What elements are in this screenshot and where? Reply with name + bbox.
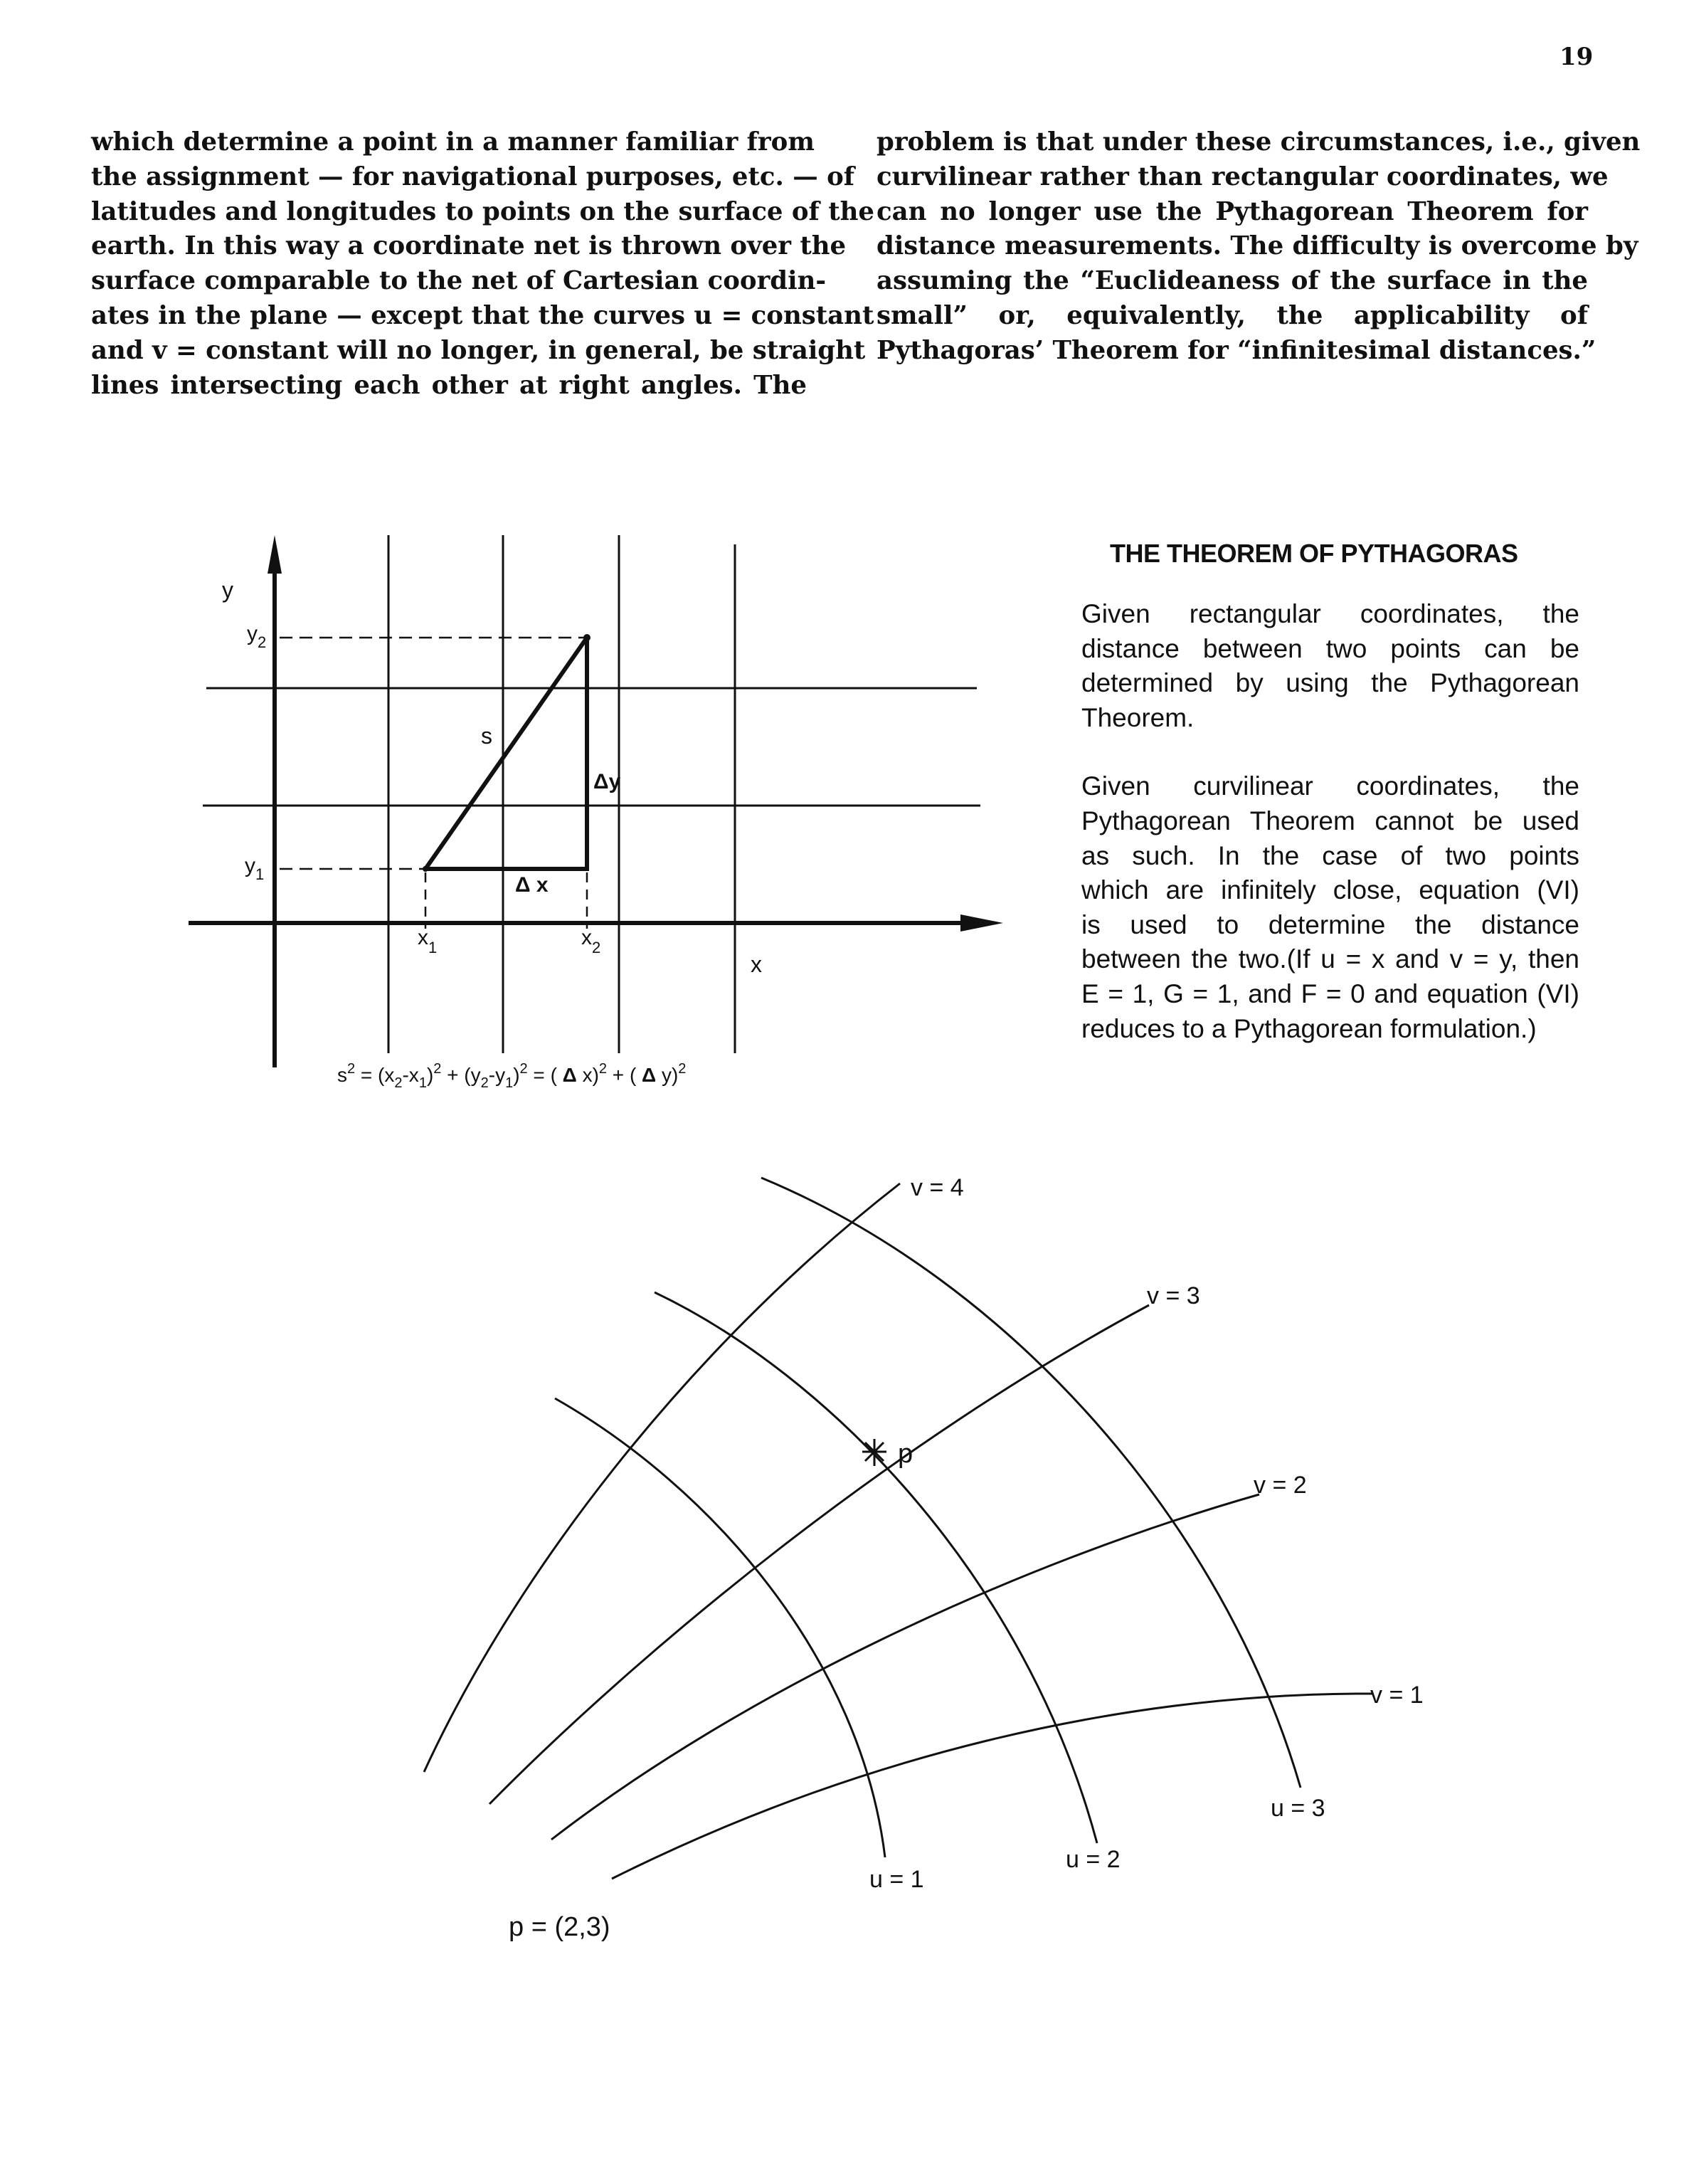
- body-line: distance measurements. The difficulty is overcome by: [877, 231, 1638, 261]
- u2-label: u = 2: [1066, 1846, 1121, 1873]
- body-text-right-column: [877, 125, 1641, 369]
- sidebar-line: Given rectangular coordinates, the: [1081, 599, 1579, 628]
- point-x2-y2: [583, 634, 591, 641]
- sidebar-line: which are infinitely close, equation (VI): [1081, 875, 1579, 905]
- y-axis-label: y: [222, 577, 233, 603]
- body-line: which determine a point in a manner familiar from: [91, 127, 815, 157]
- distance-formula: $s^2 = (x_2-x_1)^2 + (y_2-y_1)^2$ = ( Δ x)$^2$ + ( Δ y)$^2$: [337, 1061, 687, 1091]
- body-line: surface comparable to the net of Cartesian coordin-: [91, 266, 827, 296]
- body-line: lines intersecting each other at right angles. The: [91, 370, 807, 400]
- sidebar-line: is used to determine the distance: [1081, 909, 1579, 939]
- y1-tick-label: $y_1$: [245, 854, 265, 883]
- curve-v-1: [612, 1694, 1366, 1879]
- sidebar-line: between the two.(If u = x and v = y, then: [1081, 944, 1579, 974]
- sidebar-line: Pythagorean Theorem cannot be used: [1081, 806, 1579, 835]
- point-p-coordinates-caption: p = (2,3): [509, 1912, 610, 1942]
- body-line: small” or, equivalently, the applicability of: [877, 300, 1588, 330]
- curve-v-2: [551, 1494, 1259, 1840]
- curve-v-3: [489, 1305, 1149, 1804]
- page-number: 19: [1559, 43, 1594, 71]
- sidebar-line: determined by using the Pythagorean: [1081, 668, 1579, 698]
- pythagoras-sidebar: [1081, 537, 1579, 1080]
- body-line: assuming the “Euclideaness of the surface in the: [877, 266, 1588, 296]
- curve-u-3: [761, 1178, 1301, 1788]
- body-line: problem is that under these circumstances, i.e., given: [877, 127, 1641, 157]
- v4-label: v = 4: [911, 1174, 964, 1201]
- body-line: and v = constant will no longer, in general, be straight: [91, 335, 866, 365]
- y2-tick-label: $y_2$: [247, 622, 267, 651]
- hypotenuse-s: [425, 638, 587, 869]
- delta-x-label: Δ x: [515, 873, 549, 897]
- point-p-label: p: [898, 1439, 914, 1469]
- sidebar-line: as such. In the case of two points: [1081, 840, 1579, 870]
- body-line: the assignment — for navigational purposes, etc. — of: [91, 162, 855, 191]
- hypotenuse-label: s: [481, 723, 492, 749]
- curve-v-4: [424, 1183, 900, 1772]
- point-x1-y1: [423, 866, 428, 872]
- sidebar-paragraph-rectangular: [1081, 597, 1579, 735]
- body-line: latitudes and longitudes to points on the surface of the: [91, 196, 874, 226]
- body-line: Pythagoras’ Theorem for “infinitesimal distances.”: [877, 335, 1596, 365]
- sidebar-heading: THE THEOREM OF PYTHAGORAS: [1110, 539, 1518, 568]
- body-text-left-column: [91, 125, 874, 403]
- x2-tick-label: $x_2$: [581, 926, 601, 956]
- x1-tick-label: $x_1$: [418, 926, 438, 956]
- sidebar-paragraph-curvilinear: [1081, 769, 1579, 1046]
- u1-label: u = 1: [869, 1866, 924, 1893]
- sidebar-line: Theorem.: [1081, 702, 1195, 732]
- body-line: earth. In this way a coordinate net is thrown over the: [91, 231, 847, 261]
- curve-u-1: [555, 1398, 885, 1857]
- u3-label: u = 3: [1271, 1795, 1325, 1822]
- curve-u-2: [655, 1292, 1097, 1843]
- body-line: ates in the plane — except that the curves u = constant: [91, 300, 874, 330]
- v2-label: v = 2: [1254, 1472, 1307, 1499]
- sidebar-line: reduces to a Pythagorean formulation.): [1081, 1013, 1537, 1043]
- x-axis-label: x: [751, 951, 762, 977]
- delta-y-label: Δy: [593, 770, 621, 793]
- y-axis-arrowhead: [268, 535, 282, 574]
- sidebar-line: E = 1, G = 1, and F = 0 and equation (VI): [1081, 978, 1579, 1008]
- sidebar-line: distance between two points can be: [1081, 633, 1579, 663]
- body-line: curvilinear rather than rectangular coordinates, we: [877, 162, 1609, 191]
- body-line: can no longer use the Pythagorean Theorem for: [877, 196, 1588, 226]
- v1-label: v = 1: [1370, 1682, 1424, 1709]
- x-axis-arrowhead: [960, 914, 1003, 932]
- v3-label: v = 3: [1147, 1282, 1200, 1309]
- point-p-marker: [862, 1439, 886, 1466]
- sidebar-line: Given curvilinear coordinates, the: [1081, 771, 1579, 801]
